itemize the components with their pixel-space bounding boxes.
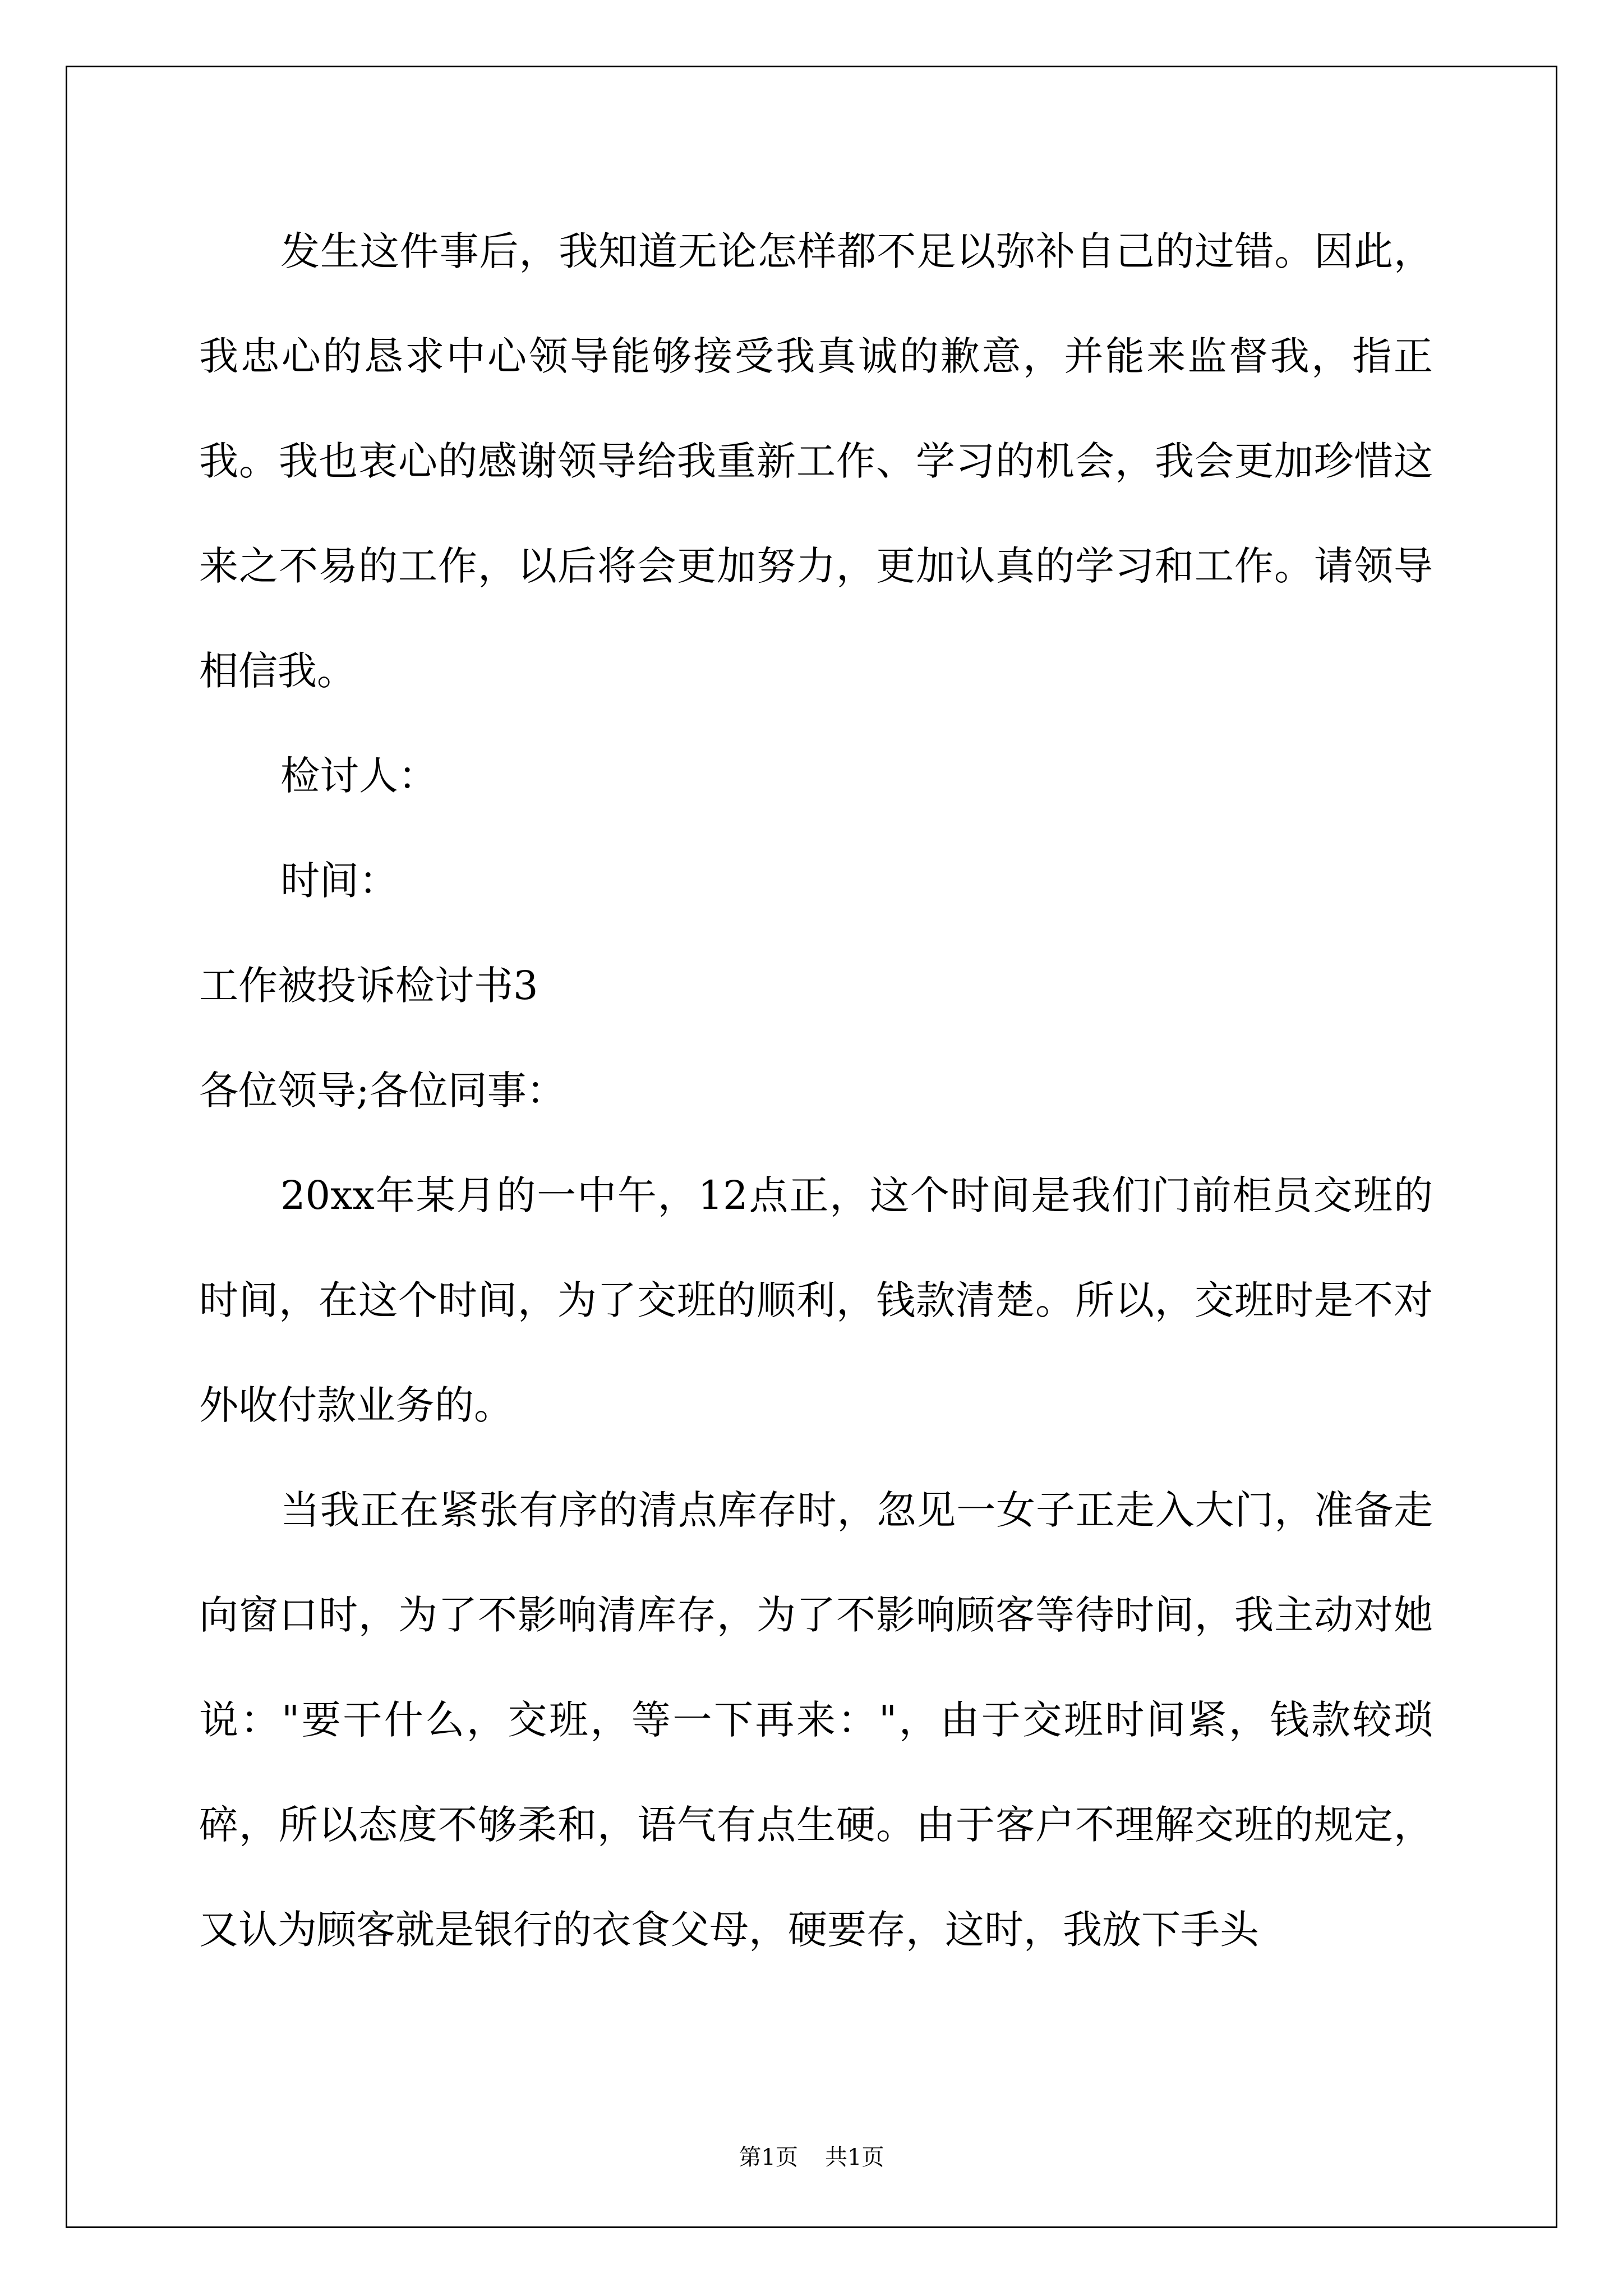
signature-line: 检讨人：: [280, 753, 437, 799]
paragraph-apology-closing: 发生这件事后，我知道无论怎样都不足以弥补自己的过错。因此，我忠心的恳求中心领导能够接受我真诚的歉意，并能来监督我，指正我。我也衷心的感谢领导给我重新工作、学习的机会，我会更加珍惜这来之不易的工作，以后将会更加努力，更加认真的学习和工作。请领导相信我。: [199, 228, 1433, 694]
section-title: 工作被投诉检讨书3: [199, 963, 538, 1009]
salutation: 各位领导;各位同事：: [199, 1068, 566, 1114]
document-body: [199, 199, 1433, 1982]
page-footer: [0, 2142, 1623, 2173]
paragraph-incident: 当我正在紧张有序的清点库存时，忽见一女子正走入大门，准备走向窗口时，为了不影响清库存，为了不影响顾客等待时间，我主动对她说："要干什么，交班，等一下再来："，由于交班时间紧，钱款较琐碎，所以态度不够柔和，语气有点生硬。由于客户不理解交班的规定，又认为顾客就是银行的衣食父母，硬要存，这时，我放下手头: [199, 1487, 1433, 1953]
paragraph-background: 20xx年某月的一中午，12点正，这个时间是我们门前柜员交班的时间，在这个时间，为了交班的顺利，钱款清楚。所以，交班时是不对外收付款业务的。: [199, 1172, 1433, 1428]
date-line: 时间：: [280, 858, 398, 904]
page-number-total: 共1页: [825, 2145, 884, 2170]
page-number-current: 第1页: [739, 2145, 798, 2170]
